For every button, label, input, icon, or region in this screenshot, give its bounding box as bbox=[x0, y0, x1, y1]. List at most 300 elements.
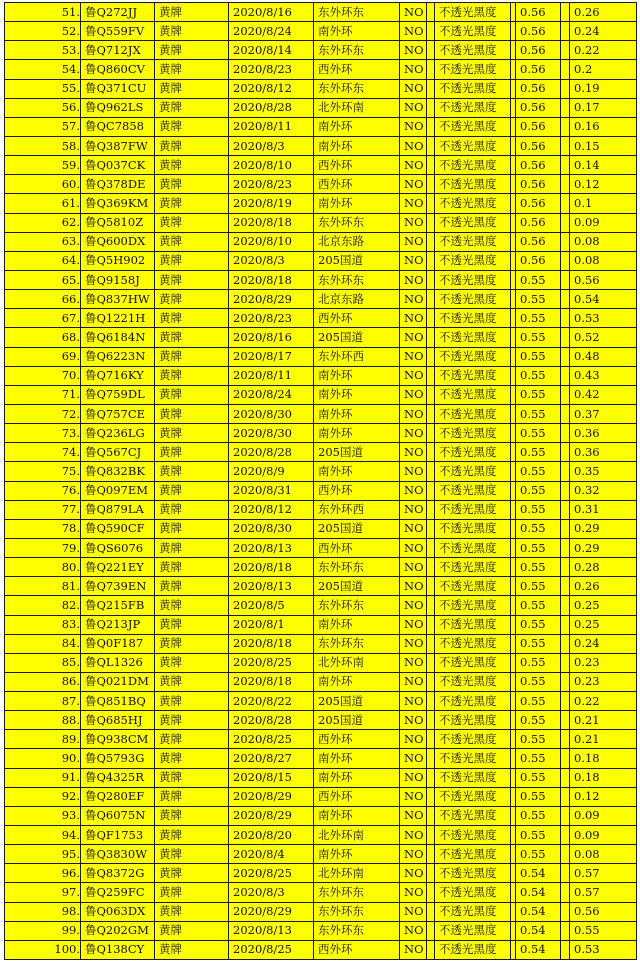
result-cell[interactable]: NO bbox=[400, 98, 427, 117]
row-number-cell[interactable]: 86. bbox=[5, 672, 81, 691]
table-row[interactable] bbox=[5, 117, 637, 136]
limit-value-cell[interactable]: 0.55 bbox=[516, 538, 561, 557]
inspection-date-cell[interactable]: 2020/8/15 bbox=[229, 768, 314, 787]
inspection-date-cell[interactable]: 2020/8/10 bbox=[229, 232, 314, 251]
spacer-cell[interactable] bbox=[427, 711, 435, 730]
table-row[interactable] bbox=[5, 653, 637, 672]
location-cell[interactable]: 205国道 bbox=[314, 251, 400, 270]
limit-value-cell[interactable]: 0.55 bbox=[516, 806, 561, 825]
result-cell[interactable]: NO bbox=[400, 577, 427, 596]
measured-value-cell[interactable]: 0.18 bbox=[570, 768, 637, 787]
row-number-cell[interactable]: 53. bbox=[5, 41, 81, 60]
spacer-cell[interactable] bbox=[427, 768, 435, 787]
spacer-cell[interactable] bbox=[561, 787, 570, 806]
measured-value-cell[interactable]: 0.52 bbox=[570, 328, 637, 347]
spacer-cell[interactable] bbox=[427, 136, 435, 155]
table-row[interactable] bbox=[5, 558, 637, 577]
spacer-cell[interactable] bbox=[561, 692, 570, 711]
inspection-date-cell[interactable]: 2020/8/30 bbox=[229, 519, 314, 538]
result-cell[interactable]: NO bbox=[400, 385, 427, 404]
result-cell[interactable]: NO bbox=[400, 462, 427, 481]
table-row[interactable] bbox=[5, 596, 637, 615]
inspection-date-cell[interactable]: 2020/8/28 bbox=[229, 443, 314, 462]
table-row[interactable] bbox=[5, 845, 637, 864]
test-type-cell[interactable]: 不透光黑度 bbox=[435, 519, 511, 538]
result-cell[interactable]: NO bbox=[400, 347, 427, 366]
limit-value-cell[interactable]: 0.54 bbox=[516, 864, 561, 883]
plate-number-cell[interactable]: 鲁Q021DM bbox=[81, 672, 155, 691]
test-type-cell[interactable]: 不透光黑度 bbox=[435, 749, 511, 768]
limit-value-cell[interactable]: 0.55 bbox=[516, 672, 561, 691]
result-cell[interactable]: NO bbox=[400, 213, 427, 232]
spacer-cell[interactable] bbox=[427, 60, 435, 79]
spacer-cell[interactable] bbox=[427, 864, 435, 883]
spacer-cell[interactable] bbox=[561, 60, 570, 79]
row-number-cell[interactable]: 87. bbox=[5, 692, 81, 711]
measured-value-cell[interactable]: 0.22 bbox=[570, 41, 637, 60]
location-cell[interactable]: 南外环 bbox=[314, 672, 400, 691]
spacer-cell[interactable] bbox=[561, 921, 570, 940]
spacer-cell[interactable] bbox=[427, 806, 435, 825]
plate-color-cell[interactable]: 黄牌 bbox=[155, 270, 229, 289]
result-cell[interactable]: NO bbox=[400, 787, 427, 806]
result-cell[interactable]: NO bbox=[400, 117, 427, 136]
measured-value-cell[interactable]: 0.53 bbox=[570, 940, 637, 959]
row-number-cell[interactable]: 99. bbox=[5, 921, 81, 940]
measured-value-cell[interactable]: 0.28 bbox=[570, 558, 637, 577]
plate-number-cell[interactable]: 鲁Q590CF bbox=[81, 519, 155, 538]
plate-number-cell[interactable]: 鲁Q0F187 bbox=[81, 634, 155, 653]
result-cell[interactable]: NO bbox=[400, 3, 427, 22]
spacer-cell[interactable] bbox=[561, 462, 570, 481]
table-row[interactable] bbox=[5, 270, 637, 289]
table-row[interactable] bbox=[5, 672, 637, 691]
measured-value-cell[interactable]: 0.12 bbox=[570, 175, 637, 194]
measured-value-cell[interactable]: 0.09 bbox=[570, 826, 637, 845]
test-type-cell[interactable]: 不透光黑度 bbox=[435, 634, 511, 653]
spacer-cell[interactable] bbox=[427, 79, 435, 98]
measured-value-cell[interactable]: 0.42 bbox=[570, 385, 637, 404]
plate-number-cell[interactable]: 鲁Q8372G bbox=[81, 864, 155, 883]
plate-color-cell[interactable]: 黄牌 bbox=[155, 404, 229, 423]
plate-number-cell[interactable]: 鲁Q685HJ bbox=[81, 711, 155, 730]
measured-value-cell[interactable]: 0.57 bbox=[570, 883, 637, 902]
limit-value-cell[interactable]: 0.55 bbox=[516, 577, 561, 596]
measured-value-cell[interactable]: 0.55 bbox=[570, 921, 637, 940]
row-number-cell[interactable]: 97. bbox=[5, 883, 81, 902]
spacer-cell[interactable] bbox=[427, 845, 435, 864]
table-row[interactable] bbox=[5, 711, 637, 730]
measured-value-cell[interactable]: 0.17 bbox=[570, 98, 637, 117]
location-cell[interactable]: 西外环 bbox=[314, 940, 400, 959]
plate-number-cell[interactable]: 鲁Q4325R bbox=[81, 768, 155, 787]
spacer-cell[interactable] bbox=[427, 117, 435, 136]
table-row[interactable] bbox=[5, 615, 637, 634]
test-type-cell[interactable]: 不透光黑度 bbox=[435, 577, 511, 596]
plate-color-cell[interactable]: 黄牌 bbox=[155, 500, 229, 519]
limit-value-cell[interactable]: 0.56 bbox=[516, 136, 561, 155]
table-row[interactable] bbox=[5, 385, 637, 404]
plate-number-cell[interactable]: 鲁Q5793G bbox=[81, 749, 155, 768]
limit-value-cell[interactable]: 0.56 bbox=[516, 22, 561, 41]
inspection-date-cell[interactable]: 2020/8/24 bbox=[229, 22, 314, 41]
table-row[interactable] bbox=[5, 366, 637, 385]
plate-color-cell[interactable]: 黄牌 bbox=[155, 481, 229, 500]
location-cell[interactable]: 205国道 bbox=[314, 577, 400, 596]
location-cell[interactable]: 东外环东 bbox=[314, 79, 400, 98]
table-row[interactable] bbox=[5, 902, 637, 921]
plate-color-cell[interactable]: 黄牌 bbox=[155, 730, 229, 749]
spacer-cell[interactable] bbox=[561, 672, 570, 691]
spacer-cell[interactable] bbox=[427, 443, 435, 462]
spacer-cell[interactable] bbox=[561, 347, 570, 366]
limit-value-cell[interactable]: 0.54 bbox=[516, 940, 561, 959]
table-row[interactable] bbox=[5, 347, 637, 366]
plate-number-cell[interactable]: 鲁Q215FB bbox=[81, 596, 155, 615]
measured-value-cell[interactable]: 0.53 bbox=[570, 309, 637, 328]
row-number-cell[interactable]: 63. bbox=[5, 232, 81, 251]
table-row[interactable] bbox=[5, 136, 637, 155]
result-cell[interactable]: NO bbox=[400, 749, 427, 768]
spacer-cell[interactable] bbox=[561, 826, 570, 845]
spacer-cell[interactable] bbox=[427, 213, 435, 232]
inspection-date-cell[interactable]: 2020/8/3 bbox=[229, 136, 314, 155]
location-cell[interactable]: 东外环东 bbox=[314, 596, 400, 615]
row-number-cell[interactable]: 91. bbox=[5, 768, 81, 787]
table-row[interactable] bbox=[5, 79, 637, 98]
plate-color-cell[interactable]: 黄牌 bbox=[155, 749, 229, 768]
spacer-cell[interactable] bbox=[427, 672, 435, 691]
table-row[interactable] bbox=[5, 156, 637, 175]
row-number-cell[interactable]: 98. bbox=[5, 902, 81, 921]
spacer-cell[interactable] bbox=[561, 864, 570, 883]
table-row[interactable] bbox=[5, 404, 637, 423]
result-cell[interactable]: NO bbox=[400, 711, 427, 730]
measured-value-cell[interactable]: 0.15 bbox=[570, 136, 637, 155]
location-cell[interactable]: 东外环东 bbox=[314, 270, 400, 289]
result-cell[interactable]: NO bbox=[400, 136, 427, 155]
inspection-date-cell[interactable]: 2020/8/18 bbox=[229, 672, 314, 691]
plate-number-cell[interactable]: 鲁Q6223N bbox=[81, 347, 155, 366]
plate-number-cell[interactable]: 鲁QF1753 bbox=[81, 826, 155, 845]
plate-number-cell[interactable]: 鲁Q5810Z bbox=[81, 213, 155, 232]
location-cell[interactable]: 北京东路 bbox=[314, 290, 400, 309]
inspection-date-cell[interactable]: 2020/8/10 bbox=[229, 156, 314, 175]
row-number-cell[interactable]: 95. bbox=[5, 845, 81, 864]
plate-color-cell[interactable]: 黄牌 bbox=[155, 826, 229, 845]
inspection-date-cell[interactable]: 2020/8/4 bbox=[229, 845, 314, 864]
spacer-cell[interactable] bbox=[561, 596, 570, 615]
row-number-cell[interactable]: 76. bbox=[5, 481, 81, 500]
table-row[interactable] bbox=[5, 41, 637, 60]
row-number-cell[interactable]: 84. bbox=[5, 634, 81, 653]
spacer-cell[interactable] bbox=[561, 558, 570, 577]
spacer-cell[interactable] bbox=[427, 251, 435, 270]
result-cell[interactable]: NO bbox=[400, 443, 427, 462]
spacer-cell[interactable] bbox=[561, 500, 570, 519]
inspection-date-cell[interactable]: 2020/8/14 bbox=[229, 41, 314, 60]
spacer-cell[interactable] bbox=[561, 443, 570, 462]
spacer-cell[interactable] bbox=[561, 519, 570, 538]
test-type-cell[interactable]: 不透光黑度 bbox=[435, 845, 511, 864]
limit-value-cell[interactable]: 0.55 bbox=[516, 787, 561, 806]
measured-value-cell[interactable]: 0.56 bbox=[570, 270, 637, 289]
test-type-cell[interactable]: 不透光黑度 bbox=[435, 826, 511, 845]
row-number-cell[interactable]: 58. bbox=[5, 136, 81, 155]
test-type-cell[interactable]: 不透光黑度 bbox=[435, 41, 511, 60]
result-cell[interactable]: NO bbox=[400, 404, 427, 423]
location-cell[interactable]: 西外环 bbox=[314, 309, 400, 328]
row-number-cell[interactable]: 59. bbox=[5, 156, 81, 175]
test-type-cell[interactable]: 不透光黑度 bbox=[435, 711, 511, 730]
location-cell[interactable]: 205国道 bbox=[314, 328, 400, 347]
plate-color-cell[interactable]: 黄牌 bbox=[155, 787, 229, 806]
row-number-cell[interactable]: 54. bbox=[5, 60, 81, 79]
inspection-date-cell[interactable]: 2020/8/25 bbox=[229, 940, 314, 959]
test-type-cell[interactable]: 不透光黑度 bbox=[435, 653, 511, 672]
spacer-cell[interactable] bbox=[561, 194, 570, 213]
plate-color-cell[interactable]: 黄牌 bbox=[155, 902, 229, 921]
spacer-cell[interactable] bbox=[561, 136, 570, 155]
table-row[interactable] bbox=[5, 864, 637, 883]
plate-number-cell[interactable]: 鲁Q259FC bbox=[81, 883, 155, 902]
row-number-cell[interactable]: 79. bbox=[5, 538, 81, 557]
test-type-cell[interactable]: 不透光黑度 bbox=[435, 864, 511, 883]
table-row[interactable] bbox=[5, 424, 637, 443]
row-number-cell[interactable]: 71. bbox=[5, 385, 81, 404]
measured-value-cell[interactable]: 0.21 bbox=[570, 711, 637, 730]
location-cell[interactable]: 南外环 bbox=[314, 768, 400, 787]
test-type-cell[interactable]: 不透光黑度 bbox=[435, 385, 511, 404]
result-cell[interactable]: NO bbox=[400, 538, 427, 557]
location-cell[interactable]: 西外环 bbox=[314, 538, 400, 557]
measured-value-cell[interactable]: 0.26 bbox=[570, 3, 637, 22]
measured-value-cell[interactable]: 0.19 bbox=[570, 79, 637, 98]
table-row[interactable] bbox=[5, 921, 637, 940]
test-type-cell[interactable]: 不透光黑度 bbox=[435, 60, 511, 79]
measured-value-cell[interactable]: 0.31 bbox=[570, 500, 637, 519]
limit-value-cell[interactable]: 0.55 bbox=[516, 347, 561, 366]
measured-value-cell[interactable]: 0.36 bbox=[570, 424, 637, 443]
location-cell[interactable]: 205国道 bbox=[314, 711, 400, 730]
limit-value-cell[interactable]: 0.55 bbox=[516, 309, 561, 328]
plate-color-cell[interactable]: 黄牌 bbox=[155, 60, 229, 79]
plate-number-cell[interactable]: 鲁Q221EY bbox=[81, 558, 155, 577]
limit-value-cell[interactable]: 0.55 bbox=[516, 385, 561, 404]
limit-value-cell[interactable]: 0.55 bbox=[516, 481, 561, 500]
limit-value-cell[interactable]: 0.55 bbox=[516, 270, 561, 289]
row-number-cell[interactable]: 69. bbox=[5, 347, 81, 366]
inspection-date-cell[interactable]: 2020/8/18 bbox=[229, 634, 314, 653]
plate-color-cell[interactable]: 黄牌 bbox=[155, 883, 229, 902]
table-row[interactable] bbox=[5, 22, 637, 41]
plate-number-cell[interactable]: 鲁Q757CE bbox=[81, 404, 155, 423]
result-cell[interactable]: NO bbox=[400, 251, 427, 270]
location-cell[interactable]: 南外环 bbox=[314, 615, 400, 634]
measured-value-cell[interactable]: 0.37 bbox=[570, 404, 637, 423]
plate-color-cell[interactable]: 黄牌 bbox=[155, 385, 229, 404]
result-cell[interactable]: NO bbox=[400, 596, 427, 615]
limit-value-cell[interactable]: 0.56 bbox=[516, 156, 561, 175]
plate-number-cell[interactable]: 鲁Q1221H bbox=[81, 309, 155, 328]
row-number-cell[interactable]: 100. bbox=[5, 940, 81, 959]
test-type-cell[interactable]: 不透光黑度 bbox=[435, 309, 511, 328]
spacer-cell[interactable] bbox=[427, 98, 435, 117]
row-number-cell[interactable]: 92. bbox=[5, 787, 81, 806]
location-cell[interactable]: 南外环 bbox=[314, 22, 400, 41]
test-type-cell[interactable]: 不透光黑度 bbox=[435, 251, 511, 270]
inspection-date-cell[interactable]: 2020/8/5 bbox=[229, 596, 314, 615]
limit-value-cell[interactable]: 0.56 bbox=[516, 60, 561, 79]
spacer-cell[interactable] bbox=[561, 883, 570, 902]
result-cell[interactable]: NO bbox=[400, 940, 427, 959]
spacer-cell[interactable] bbox=[427, 653, 435, 672]
inspection-date-cell[interactable]: 2020/8/30 bbox=[229, 404, 314, 423]
limit-value-cell[interactable]: 0.55 bbox=[516, 768, 561, 787]
spacer-cell[interactable] bbox=[561, 175, 570, 194]
plate-number-cell[interactable]: 鲁Q832BK bbox=[81, 462, 155, 481]
inspection-date-cell[interactable]: 2020/8/11 bbox=[229, 117, 314, 136]
plate-color-cell[interactable]: 黄牌 bbox=[155, 22, 229, 41]
limit-value-cell[interactable]: 0.55 bbox=[516, 366, 561, 385]
plate-number-cell[interactable]: 鲁Q860CV bbox=[81, 60, 155, 79]
measured-value-cell[interactable]: 0.22 bbox=[570, 692, 637, 711]
test-type-cell[interactable]: 不透光黑度 bbox=[435, 902, 511, 921]
plate-color-cell[interactable]: 黄牌 bbox=[155, 864, 229, 883]
test-type-cell[interactable]: 不透光黑度 bbox=[435, 328, 511, 347]
inspection-date-cell[interactable]: 2020/8/13 bbox=[229, 577, 314, 596]
measured-value-cell[interactable]: 0.14 bbox=[570, 156, 637, 175]
spacer-cell[interactable] bbox=[561, 213, 570, 232]
table-row[interactable] bbox=[5, 462, 637, 481]
test-type-cell[interactable]: 不透光黑度 bbox=[435, 22, 511, 41]
limit-value-cell[interactable]: 0.54 bbox=[516, 921, 561, 940]
plate-color-cell[interactable]: 黄牌 bbox=[155, 366, 229, 385]
spacer-cell[interactable] bbox=[561, 41, 570, 60]
spacer-cell[interactable] bbox=[561, 940, 570, 959]
spacer-cell[interactable] bbox=[427, 596, 435, 615]
spacer-cell[interactable] bbox=[427, 826, 435, 845]
row-number-cell[interactable]: 66. bbox=[5, 290, 81, 309]
result-cell[interactable]: NO bbox=[400, 768, 427, 787]
spacer-cell[interactable] bbox=[561, 3, 570, 22]
limit-value-cell[interactable]: 0.54 bbox=[516, 883, 561, 902]
plate-color-cell[interactable]: 黄牌 bbox=[155, 845, 229, 864]
plate-color-cell[interactable]: 黄牌 bbox=[155, 672, 229, 691]
limit-value-cell[interactable]: 0.56 bbox=[516, 175, 561, 194]
location-cell[interactable]: 南外环 bbox=[314, 117, 400, 136]
row-number-cell[interactable]: 85. bbox=[5, 653, 81, 672]
plate-number-cell[interactable]: 鲁Q600DX bbox=[81, 232, 155, 251]
result-cell[interactable]: NO bbox=[400, 60, 427, 79]
location-cell[interactable]: 北外环南 bbox=[314, 98, 400, 117]
measured-value-cell[interactable]: 0.29 bbox=[570, 538, 637, 557]
limit-value-cell[interactable]: 0.55 bbox=[516, 730, 561, 749]
spacer-cell[interactable] bbox=[561, 749, 570, 768]
inspection-date-cell[interactable]: 2020/8/1 bbox=[229, 615, 314, 634]
inspection-date-cell[interactable]: 2020/8/3 bbox=[229, 883, 314, 902]
inspection-date-cell[interactable]: 2020/8/13 bbox=[229, 921, 314, 940]
row-number-cell[interactable]: 82. bbox=[5, 596, 81, 615]
inspection-date-cell[interactable]: 2020/8/30 bbox=[229, 424, 314, 443]
row-number-cell[interactable]: 90. bbox=[5, 749, 81, 768]
location-cell[interactable]: 南外环 bbox=[314, 366, 400, 385]
plate-color-cell[interactable]: 黄牌 bbox=[155, 232, 229, 251]
limit-value-cell[interactable]: 0.55 bbox=[516, 328, 561, 347]
plate-color-cell[interactable]: 黄牌 bbox=[155, 577, 229, 596]
spacer-cell[interactable] bbox=[427, 462, 435, 481]
plate-number-cell[interactable]: 鲁Q851BQ bbox=[81, 692, 155, 711]
spacer-cell[interactable] bbox=[427, 175, 435, 194]
plate-number-cell[interactable]: 鲁QC7858 bbox=[81, 117, 155, 136]
test-type-cell[interactable]: 不透光黑度 bbox=[435, 940, 511, 959]
measured-value-cell[interactable]: 0.54 bbox=[570, 290, 637, 309]
spacer-cell[interactable] bbox=[427, 902, 435, 921]
plate-color-cell[interactable]: 黄牌 bbox=[155, 79, 229, 98]
plate-number-cell[interactable]: 鲁Q6075N bbox=[81, 806, 155, 825]
location-cell[interactable]: 西外环 bbox=[314, 175, 400, 194]
plate-number-cell[interactable]: 鲁Q280EF bbox=[81, 787, 155, 806]
location-cell[interactable]: 北外环南 bbox=[314, 864, 400, 883]
test-type-cell[interactable]: 不透光黑度 bbox=[435, 462, 511, 481]
limit-value-cell[interactable]: 0.56 bbox=[516, 117, 561, 136]
row-number-cell[interactable]: 73. bbox=[5, 424, 81, 443]
row-number-cell[interactable]: 55. bbox=[5, 79, 81, 98]
plate-number-cell[interactable]: 鲁QS6076 bbox=[81, 538, 155, 557]
limit-value-cell[interactable]: 0.56 bbox=[516, 194, 561, 213]
limit-value-cell[interactable]: 0.55 bbox=[516, 615, 561, 634]
row-number-cell[interactable]: 60. bbox=[5, 175, 81, 194]
table-row[interactable] bbox=[5, 194, 637, 213]
result-cell[interactable]: NO bbox=[400, 22, 427, 41]
result-cell[interactable]: NO bbox=[400, 653, 427, 672]
limit-value-cell[interactable]: 0.56 bbox=[516, 41, 561, 60]
location-cell[interactable]: 北京东路 bbox=[314, 232, 400, 251]
spacer-cell[interactable] bbox=[427, 883, 435, 902]
result-cell[interactable]: NO bbox=[400, 79, 427, 98]
location-cell[interactable]: 西外环 bbox=[314, 730, 400, 749]
spacer-cell[interactable] bbox=[561, 577, 570, 596]
result-cell[interactable]: NO bbox=[400, 290, 427, 309]
location-cell[interactable]: 南外环 bbox=[314, 194, 400, 213]
measured-value-cell[interactable]: 0.2 bbox=[570, 60, 637, 79]
inspection-date-cell[interactable]: 2020/8/17 bbox=[229, 347, 314, 366]
inspection-date-cell[interactable]: 2020/8/12 bbox=[229, 79, 314, 98]
measured-value-cell[interactable]: 0.18 bbox=[570, 749, 637, 768]
table-row[interactable] bbox=[5, 251, 637, 270]
spacer-cell[interactable] bbox=[561, 98, 570, 117]
spacer-cell[interactable] bbox=[427, 519, 435, 538]
result-cell[interactable]: NO bbox=[400, 921, 427, 940]
plate-number-cell[interactable]: 鲁Q387FW bbox=[81, 136, 155, 155]
result-cell[interactable]: NO bbox=[400, 41, 427, 60]
spacer-cell[interactable] bbox=[561, 309, 570, 328]
location-cell[interactable]: 205国道 bbox=[314, 443, 400, 462]
test-type-cell[interactable]: 不透光黑度 bbox=[435, 290, 511, 309]
limit-value-cell[interactable]: 0.55 bbox=[516, 519, 561, 538]
table-row[interactable] bbox=[5, 730, 637, 749]
row-number-cell[interactable]: 83. bbox=[5, 615, 81, 634]
result-cell[interactable]: NO bbox=[400, 366, 427, 385]
plate-color-cell[interactable]: 黄牌 bbox=[155, 538, 229, 557]
plate-color-cell[interactable]: 黄牌 bbox=[155, 519, 229, 538]
spacer-cell[interactable] bbox=[427, 538, 435, 557]
measured-value-cell[interactable]: 0.24 bbox=[570, 634, 637, 653]
spacer-cell[interactable] bbox=[561, 653, 570, 672]
row-number-cell[interactable]: 89. bbox=[5, 730, 81, 749]
location-cell[interactable]: 南外环 bbox=[314, 845, 400, 864]
table-row[interactable] bbox=[5, 749, 637, 768]
